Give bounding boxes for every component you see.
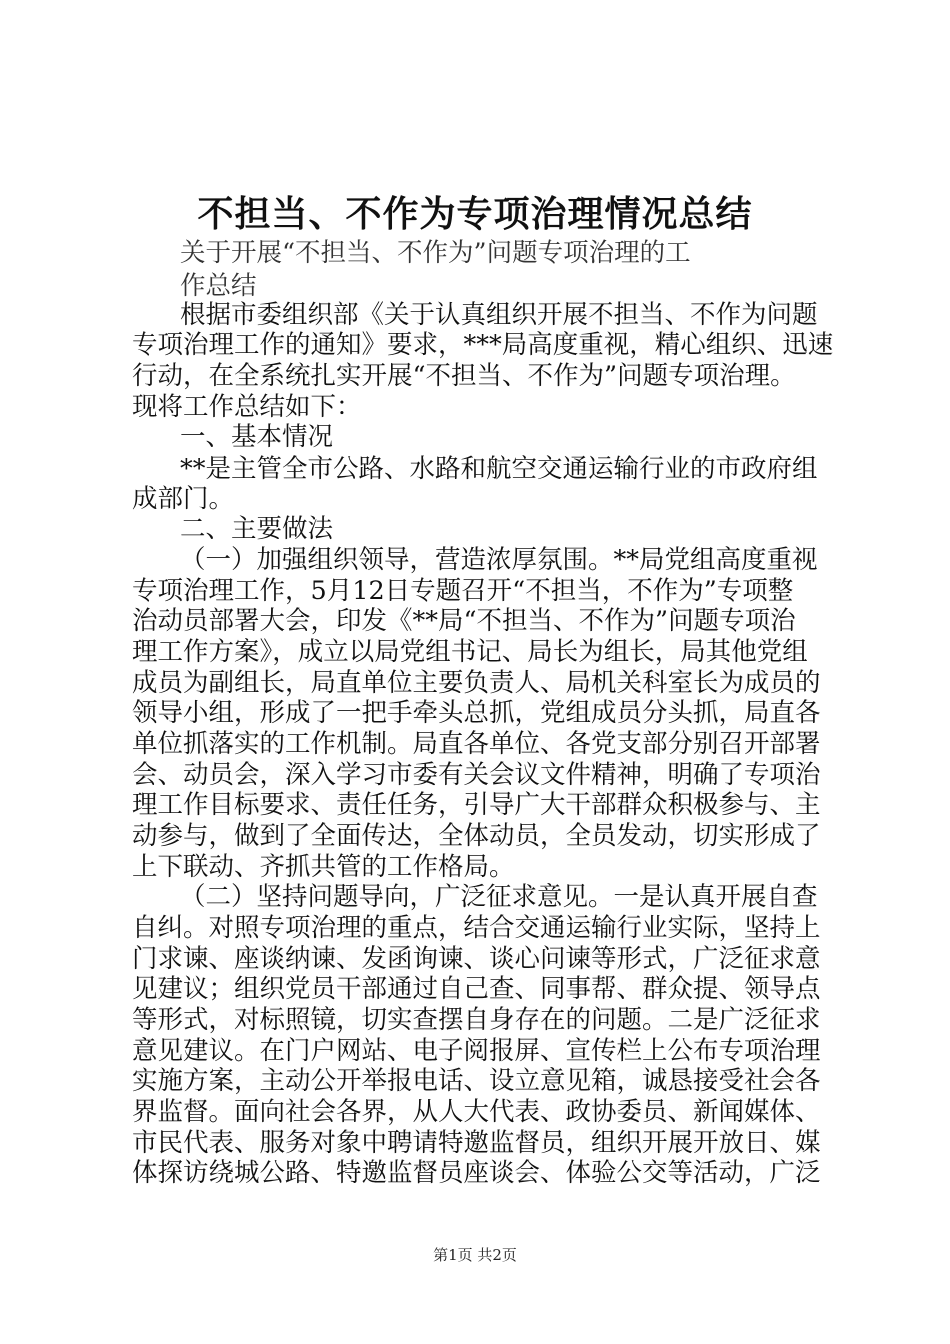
body-line: 成部门。 xyxy=(132,484,235,514)
body-line: 成员为副组长，局直单位主要负责人、局机关科室长为成员的 xyxy=(132,668,821,698)
page-footer: 第1页 共2页 xyxy=(433,1246,517,1264)
body-line: 市民代表、服务对象中聘请特邀监督员，组织开展开放日、媒 xyxy=(132,1128,821,1158)
section-heading: 一、基本情况 xyxy=(180,422,334,452)
body-line: （二）坚持问题导向，广泛征求意见。一是认真开展自查 xyxy=(180,882,818,912)
section-heading: 二、主要做法 xyxy=(180,514,334,544)
body-line: 门求谏、座谈纳谏、发函询谏、谈心问谏等形式，广泛征求意 xyxy=(132,944,821,974)
body-line: 理工作方案》，成立以局党组书记、局长为组长，局其他党组 xyxy=(132,637,808,667)
body-line: 行动，在全系统扎实开展“不担当、不作为”问题专项治理。 xyxy=(132,361,796,391)
body-line: 专项治理工作的通知》要求，***局高度重视，精心组织、迅速 xyxy=(132,330,834,360)
subtitle-line: 作总结 xyxy=(180,271,257,301)
body-line: 专项治理工作，5月12日专题召开“不担当，不作为”专项整 xyxy=(132,576,794,606)
body-line: 体探访绕城公路、特邀监督员座谈会、体验公交等活动，广泛 xyxy=(132,1158,821,1188)
body-line: 见建议；组织党员干部通过自己查、同事帮、群众提、领导点 xyxy=(132,974,821,1004)
body-line: 根据市委组织部《关于认真组织开展不担当、不作为问题 xyxy=(180,300,818,330)
body-line: 会、动员会，深入学习市委有关会议文件精神，明确了专项治 xyxy=(132,760,821,790)
body-line: 领导小组，形成了一把手牵头总抓，党组成员分头抓，局直各 xyxy=(132,698,821,728)
body-line: 等形式，对标照镜，切实查摆自身存在的问题。二是广泛征求 xyxy=(132,1005,821,1035)
document-title: 不担当、不作为专项治理情况总结 xyxy=(197,194,753,235)
body-line: 现将工作总结如下： xyxy=(132,392,362,422)
body-line: 动参与，做到了全面传达，全体动员，全员发动，切实形成了 xyxy=(132,821,821,851)
subtitle-line: 关于开展“不担当、不作为”问题专项治理的工 xyxy=(180,238,691,268)
body-line: 治动员部署大会，印发《**局“不担当、不作为”问题专项治 xyxy=(132,606,796,636)
body-line: 单位抓落实的工作机制。局直各单位、各党支部分别召开部署 xyxy=(132,729,821,759)
body-line: 理工作目标要求、责任任务，引导广大干部群众积极参与、主 xyxy=(132,790,821,820)
body-line: 界监督。面向社会各界，从人大代表、政协委员、新闻媒体、 xyxy=(132,1097,821,1127)
body-line: 自纠。对照专项治理的重点，结合交通运输行业实际，坚持上 xyxy=(132,913,821,943)
body-line: （一）加强组织领导，营造浓厚氛围。**局党组高度重视 xyxy=(180,545,818,575)
body-line: 上下联动、齐抓共管的工作格局。 xyxy=(132,852,515,882)
body-line: 意见建议。在门户网站、电子阅报屏、宣传栏上公布专项治理 xyxy=(132,1036,821,1066)
body-line: **是主管全市公路、水路和航空交通运输行业的市政府组 xyxy=(180,454,818,484)
body-line: 实施方案，主动公开举报电话、设立意见箱，诚恳接受社会各 xyxy=(132,1066,821,1096)
